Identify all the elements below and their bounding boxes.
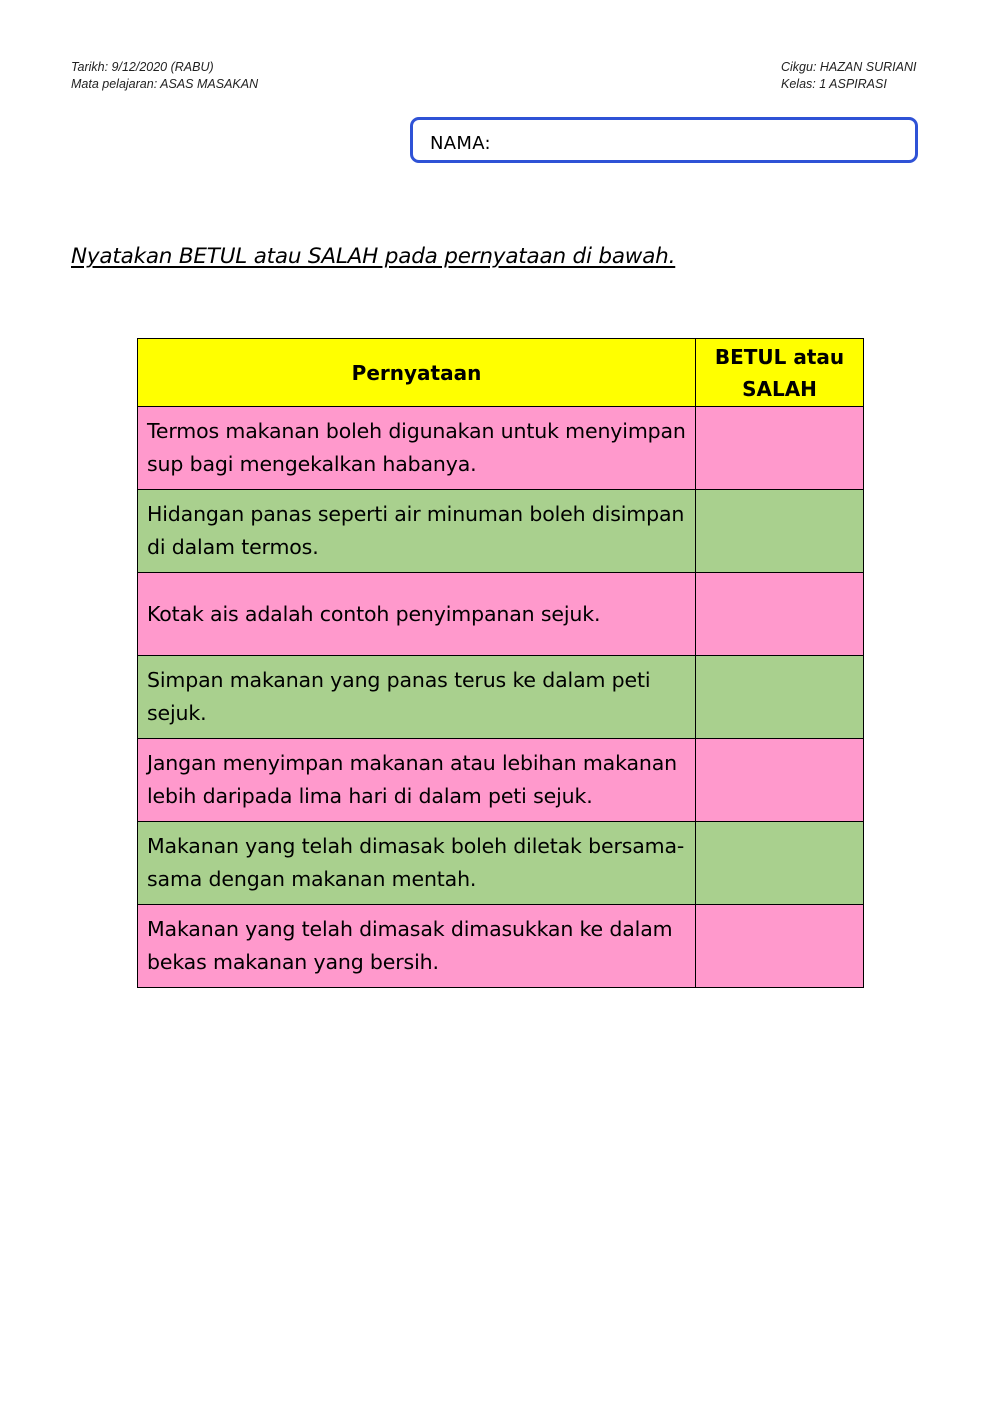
statement-cell: Makanan yang telah dimasak boleh diletak bersama-sama dengan makanan mentah. [138, 822, 696, 905]
table-row [138, 490, 864, 573]
true-false-table [137, 338, 864, 988]
statement-cell: Simpan makanan yang panas terus ke dalam peti sejuk. [138, 656, 696, 739]
statement-cell: Makanan yang telah dimasak dimasukkan ke dalam bekas makanan yang bersih. [138, 905, 696, 988]
statement-cell: Hidangan panas seperti air minuman boleh disimpan di dalam termos. [138, 490, 696, 573]
table-row [138, 822, 864, 905]
table-header-row [138, 339, 864, 407]
answer-cell[interactable] [696, 822, 864, 905]
name-field[interactable] [410, 117, 918, 163]
statement-cell: Jangan menyimpan makanan atau lebihan makanan lebih daripada lima hari di dalam peti sejuk. [138, 739, 696, 822]
answer-cell[interactable] [696, 905, 864, 988]
instruction-heading: Nyatakan BETUL atau SALAH pada pernyataan di bawah. [71, 244, 676, 269]
answer-cell[interactable] [696, 490, 864, 573]
name-label: NAMA: [430, 133, 491, 154]
teacher-text: Cikgu: HAZAN SURIANI [781, 60, 917, 74]
class-text: Kelas: 1 ASPIRASI [781, 76, 887, 91]
header-statement: Pernyataan [138, 339, 696, 407]
answer-cell[interactable] [696, 656, 864, 739]
statement-cell: Kotak ais adalah contoh penyimpanan sejuk. [138, 573, 696, 656]
header-answer: BETUL atau SALAH [696, 339, 864, 407]
answer-cell[interactable] [696, 407, 864, 490]
table-row [138, 905, 864, 988]
table-row [138, 407, 864, 490]
answer-cell[interactable] [696, 573, 864, 656]
table-row [138, 739, 864, 822]
statement-cell: Termos makanan boleh digunakan untuk menyimpan sup bagi mengekalkan habanya. [138, 407, 696, 490]
answer-cell[interactable] [696, 739, 864, 822]
date-text: Tarikh: 9/12/2020 (RABU) [71, 60, 214, 74]
header-left [71, 59, 258, 92]
table-row [138, 573, 864, 656]
table-row [138, 656, 864, 739]
header-right [781, 59, 916, 92]
subject-text: Mata pelajaran: ASAS MASAKAN [71, 76, 259, 91]
